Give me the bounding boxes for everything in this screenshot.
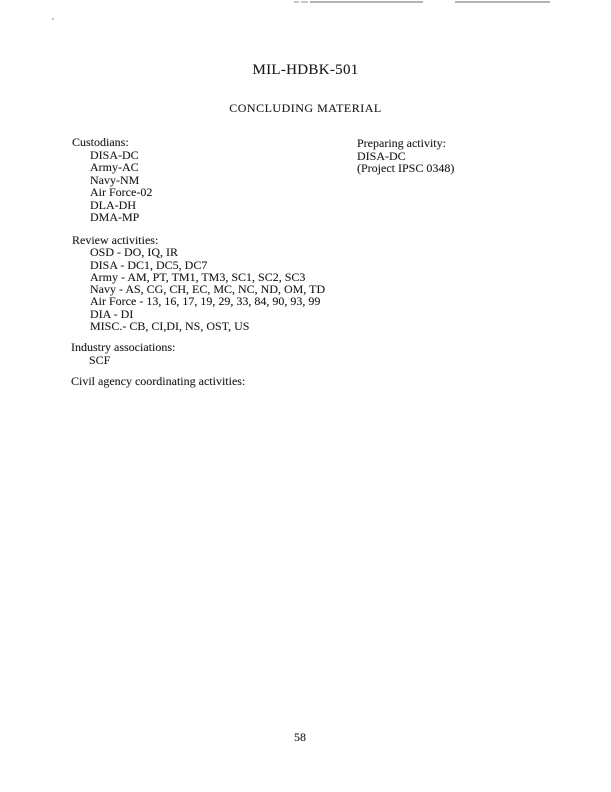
preparing-activity-line: DISA-DC <box>357 148 406 163</box>
civil-agency-section <box>71 375 245 388</box>
review-activities-label: Review activities: <box>72 233 159 247</box>
civil-agency-label: Civil agency coordinating activities: <box>71 374 246 388</box>
document-number: MIL-HDBK-501 <box>252 62 359 78</box>
preparing-activity-line: (Project IPSC 0348) <box>357 161 455 175</box>
custodian-item: DISA-DC <box>90 147 139 162</box>
custodian-item: Air Force-02 <box>90 185 153 199</box>
scan-artifact-dash <box>294 1 299 3</box>
industry-association-item: SCF <box>89 353 111 367</box>
review-activity-item: Army - AM, PT, TM1, TM3, SC1, SC2, SC3 <box>90 269 306 284</box>
review-activity-item: Navy - AS, CG, CH, EC, MC, NC, ND, OM, TD <box>90 282 326 297</box>
custodian-item: DMA-MP <box>90 210 140 224</box>
custodian-item: Navy-NM <box>90 172 140 187</box>
review-activity-item: DIA - DI <box>90 306 134 321</box>
scan-artifact-line <box>310 1 423 3</box>
scan-artifact-line <box>455 1 550 3</box>
section-title: CONCLUDING MATERIAL <box>229 101 382 115</box>
custodian-item: Army-AC <box>90 160 139 174</box>
preparing-activity-section <box>357 137 454 175</box>
scan-artifact-dot <box>52 18 54 20</box>
industry-associations-label: Industry associations: <box>71 340 176 354</box>
custodian-item: DLA-DH <box>90 197 136 212</box>
review-activity-item: OSD - DO, IQ, IR <box>90 245 178 260</box>
review-activity-item: DISA - DC1, DC5, DC7 <box>90 257 208 272</box>
industry-associations-section <box>71 341 175 367</box>
custodians-label: Custodians: <box>72 135 129 149</box>
custodians-section <box>72 136 152 224</box>
review-activities-section <box>72 234 325 332</box>
preparing-activity-label: Preparing activity: <box>357 136 446 150</box>
review-activity-item: Air Force - 13, 16, 17, 19, 29, 33, 84, 90, 93, 99 <box>90 294 321 309</box>
review-activity-item: MISC.- CB, CI,DI, NS, OST, US <box>90 319 250 334</box>
scan-artifact-dash <box>301 1 308 3</box>
page-number: 58 <box>294 730 306 744</box>
